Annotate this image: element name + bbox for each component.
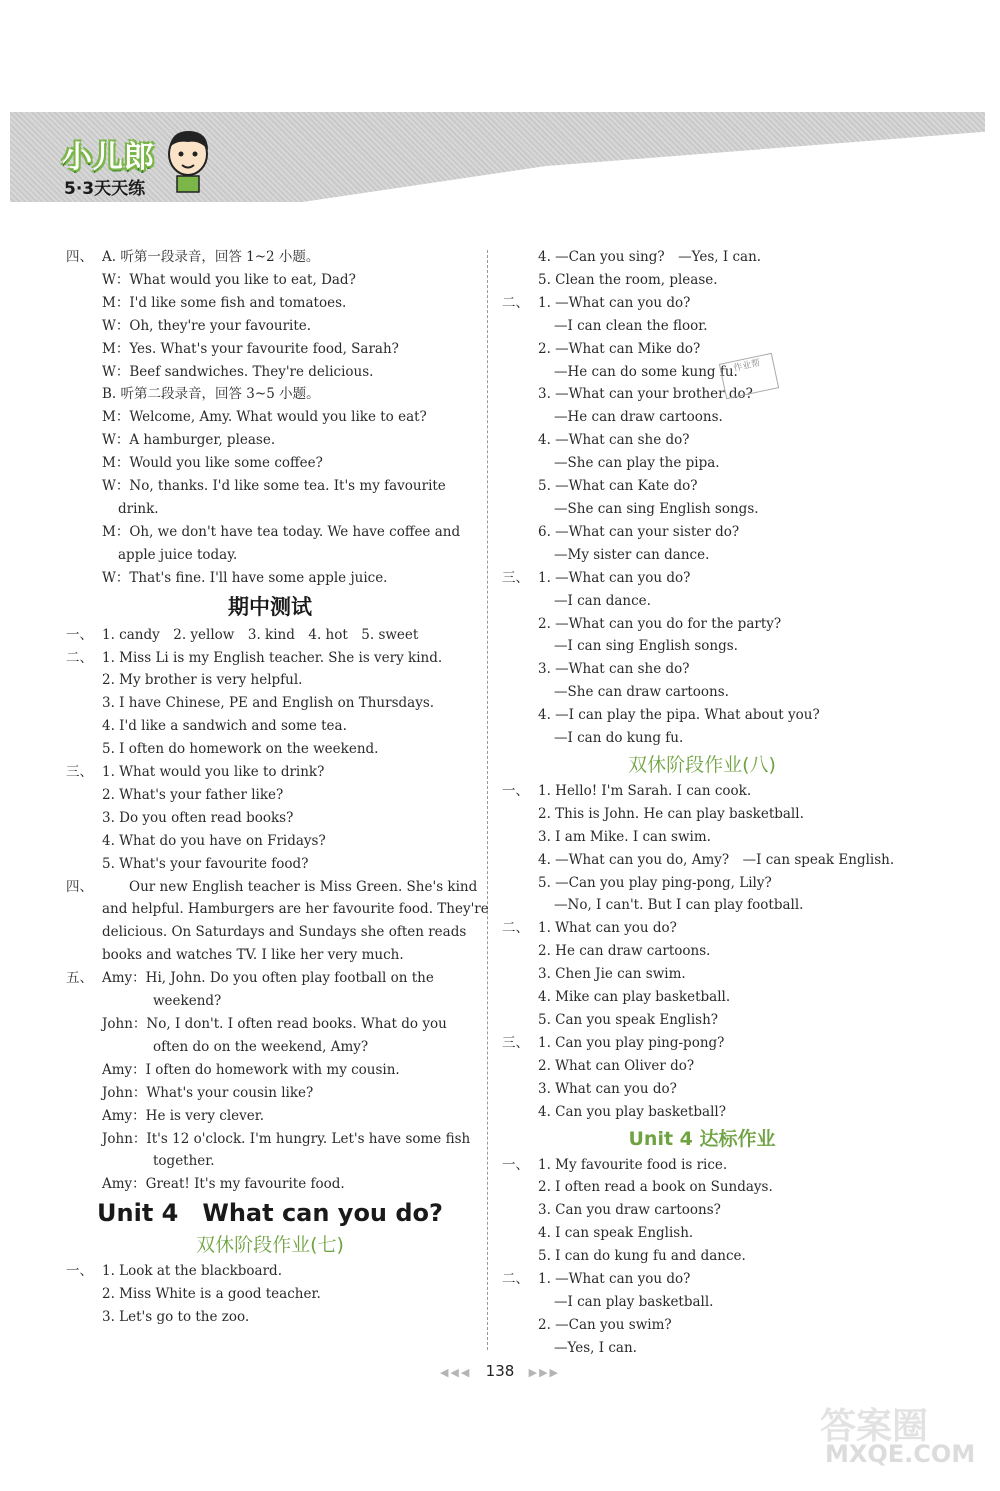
answer-line	[66, 692, 474, 715]
answer-text: 3. —What can she do?	[538, 661, 690, 678]
answer-line	[66, 338, 474, 361]
answer-text: Amy：He is very clever.	[102, 1107, 264, 1124]
answer-line	[502, 567, 902, 590]
answer-line	[502, 406, 902, 429]
answer-line	[502, 269, 902, 292]
answer-line	[502, 544, 902, 567]
answer-text: —No, I can't. But I can play football.	[554, 897, 804, 914]
answer-line	[502, 383, 902, 406]
section-number: 一、	[502, 782, 529, 799]
answer-line	[502, 429, 902, 452]
answer-text: —Yes, I can.	[554, 1339, 637, 1356]
answer-text: 3. Can you draw cartoons?	[538, 1202, 721, 1219]
answer-line	[502, 1101, 902, 1124]
answer-text: 4. I can speak English.	[538, 1225, 694, 1242]
answer-text: B. 听第二段录音，回答 3~5 小题。	[102, 386, 320, 403]
answer-text: 5. I can do kung fu and dance.	[538, 1248, 746, 1265]
answer-line	[66, 1082, 474, 1105]
answer-line	[502, 1032, 902, 1055]
answer-text: and helpful. Hamburgers are her favourite food. They're	[102, 901, 489, 918]
answer-line	[66, 715, 474, 738]
answer-text: 5. Can you speak English?	[538, 1012, 719, 1028]
page-footer	[0, 1362, 1000, 1380]
answer-text: 2. He can draw cartoons.	[538, 943, 711, 960]
answer-text: —I can clean the floor.	[554, 317, 708, 334]
answer-text: 2. I often read a book on Sundays.	[538, 1179, 773, 1196]
answer-text: Amy：I often do homework with my cousin.	[102, 1061, 400, 1078]
answer-line	[502, 1176, 902, 1199]
answer-line	[502, 917, 902, 940]
answer-line	[502, 963, 902, 986]
answer-line	[66, 429, 474, 452]
answer-text: 1. What would you like to drink?	[102, 764, 325, 781]
answer-text: apple juice today.	[118, 546, 238, 563]
answer-line	[502, 361, 902, 384]
answer-line	[66, 624, 474, 647]
answer-text: 3. I have Chinese, PE and English on Thursdays.	[102, 695, 435, 712]
answer-text: Amy：Great! It's my favourite food.	[102, 1176, 345, 1193]
answer-text: 4. —What can you do, Amy? —I can speak English.	[538, 851, 895, 868]
answer-text: —My sister can dance.	[554, 546, 710, 563]
section-number: 三、	[502, 1034, 529, 1051]
answer-line	[66, 1260, 474, 1283]
answer-text: 1. Can you play ping-pong?	[538, 1034, 725, 1051]
answer-text: 1. Miss Li is my English teacher. She is very kind.	[102, 649, 443, 666]
answer-text: 6. —What can your sister do?	[538, 523, 740, 540]
answer-line	[66, 292, 474, 315]
answer-text: W：Beef sandwiches. They're delicious.	[102, 363, 374, 380]
section-number: 一、	[66, 1263, 93, 1280]
answer-text: M：Welcome, Amy. What would you like to eat?	[102, 409, 427, 426]
answer-text: 2. What can Oliver do?	[538, 1057, 695, 1074]
answer-line	[66, 1306, 474, 1329]
answer-line	[502, 1245, 902, 1268]
answer-line	[66, 1036, 474, 1059]
answer-text: —She can sing English songs.	[554, 500, 759, 517]
section-number: 一、	[66, 626, 93, 643]
answer-line	[502, 1154, 902, 1177]
answer-text: 4. —I can play the pipa. What about you?	[538, 707, 820, 724]
section-heading: 期中测试	[228, 594, 312, 619]
answer-line	[66, 544, 474, 567]
answer-line	[502, 1199, 902, 1222]
watermark-logo: 答案圈	[820, 1406, 929, 1447]
section-number: 二、	[502, 920, 529, 937]
answer-line	[66, 898, 489, 921]
answer-text: 1. candy 2. yellow 3. kind 4. hot 5. sweet	[102, 626, 419, 643]
answer-text: 3. I am Mike. I can swim.	[538, 828, 711, 845]
answer-line	[66, 315, 474, 338]
answer-line	[66, 944, 474, 967]
answer-text: 1. My favourite food is rice.	[538, 1156, 728, 1173]
answer-line	[502, 1337, 902, 1360]
answer-text: 1. What can you do?	[538, 920, 677, 937]
answer-text: W：Oh, they're your favourite.	[102, 317, 312, 334]
answer-line	[66, 361, 474, 384]
answer-text: 3. Let's go to the zoo.	[102, 1309, 250, 1326]
answer-text: 5. —What can Kate do?	[538, 478, 698, 495]
answer-text: 2. This is John. He can play basketball.	[538, 805, 804, 822]
answer-line	[502, 292, 902, 315]
brand-logo: 小儿郎	[62, 140, 155, 175]
answer-line	[502, 849, 902, 872]
answer-text: 5. —Can you play ping-pong, Lily?	[538, 874, 772, 891]
answer-line	[66, 1128, 474, 1151]
section-number: 五、	[66, 970, 93, 987]
answer-line	[502, 452, 902, 475]
section-number: 一、	[502, 1156, 529, 1173]
answer-line	[502, 986, 902, 1009]
page-number: 138	[485, 1362, 515, 1380]
answer-text: 3. What can you do?	[538, 1080, 677, 1097]
answer-text: 1. —What can you do?	[538, 1271, 691, 1288]
answer-text: 3. —What can your brother do?	[538, 386, 753, 403]
answer-line	[66, 246, 474, 269]
answer-line	[502, 872, 902, 895]
answer-line	[66, 853, 474, 876]
section-number: 二、	[502, 294, 529, 311]
answer-line	[502, 658, 902, 681]
answer-line	[66, 967, 474, 990]
answer-text: —I can play basketball.	[554, 1293, 714, 1310]
stamp: 作业帮	[719, 353, 779, 399]
answer-line	[66, 1150, 474, 1173]
answer-line	[66, 452, 474, 475]
answer-text: —He can draw cartoons.	[554, 409, 723, 426]
answer-line	[502, 475, 902, 498]
answer-line	[502, 590, 902, 613]
answer-line	[502, 803, 902, 826]
answer-line	[66, 647, 474, 670]
answer-line	[502, 498, 902, 521]
answer-line	[502, 826, 902, 849]
answer-line	[66, 830, 474, 853]
answer-line	[502, 338, 902, 361]
answer-text: 2. What's your father like?	[102, 786, 284, 803]
answer-line	[502, 315, 902, 338]
answer-line	[502, 613, 902, 636]
answer-text: John：It's 12 o'clock. I'm hungry. Let's have some fish	[102, 1130, 471, 1147]
answer-line	[66, 921, 474, 944]
answer-text: 1. Hello! I'm Sarah. I can cook.	[538, 782, 752, 799]
answer-line	[502, 635, 902, 658]
answer-text: 1. —What can you do?	[538, 294, 691, 311]
answer-text: 2. —What can you do for the party?	[538, 615, 782, 632]
answer-line	[66, 475, 474, 498]
answer-line	[502, 704, 902, 727]
answer-text: —I can dance.	[554, 592, 651, 609]
answer-line	[66, 876, 478, 899]
section-heading: 双休阶段作业(七)	[196, 1234, 344, 1257]
answer-text: —I can sing English songs.	[554, 638, 738, 655]
answer-line	[502, 940, 902, 963]
answer-line	[502, 894, 902, 917]
answer-text: 2. —Can you swim?	[538, 1316, 672, 1333]
answer-text: W：What would you like to eat, Dad?	[102, 271, 356, 288]
answer-text: 4. What do you have on Fridays?	[102, 832, 326, 849]
answer-text: together.	[126, 1153, 215, 1170]
answer-line	[66, 990, 474, 1013]
answer-text: —She can play the pipa.	[554, 455, 720, 472]
answer-text: Amy：Hi, John. Do you often play football on the	[102, 970, 434, 987]
section-number: 三、	[66, 764, 93, 781]
answer-text: 5. Clean the room, please.	[538, 271, 718, 288]
answer-text: 5. I often do homework on the weekend.	[102, 741, 379, 758]
answer-line	[502, 1314, 902, 1337]
section-number: 二、	[502, 1271, 529, 1288]
answer-text: W：A hamburger, please.	[102, 432, 276, 449]
answer-line	[502, 727, 902, 750]
answer-text: W：No, thanks. I'd like some tea. It's my favourite	[102, 478, 446, 495]
answer-line	[502, 521, 902, 544]
next-arrows-icon: ▶▶▶	[528, 1366, 561, 1379]
watermark-url: MXQE.COM	[825, 1440, 976, 1468]
answer-text: 3. Chen Jie can swim.	[538, 966, 686, 983]
answer-text: M：Would you like some coffee?	[102, 455, 323, 472]
answer-line	[502, 1222, 902, 1245]
answer-text: drink.	[118, 500, 159, 517]
answer-line	[502, 1078, 902, 1101]
answer-text: John：No, I don't. I often read books. What do you	[102, 1016, 447, 1032]
answer-line	[66, 738, 474, 761]
answer-text: M：Oh, we don't have tea today. We have coffee and	[102, 523, 461, 540]
header-banner	[10, 112, 985, 202]
answer-line	[66, 521, 474, 544]
answer-text: weekend?	[126, 993, 222, 1010]
answer-text: Our new English teacher is Miss Green. She's kind	[102, 878, 478, 895]
section-heading: 双休阶段作业(八)	[628, 753, 776, 776]
answer-text: John：What's your cousin like?	[102, 1084, 314, 1101]
series-name: 5·3天天练	[64, 179, 146, 199]
answer-text: books and watches TV. I like her very much.	[102, 947, 404, 964]
prev-arrows-icon: ◀◀◀	[439, 1366, 472, 1379]
answer-line	[66, 1059, 474, 1082]
answer-line	[66, 269, 474, 292]
answer-line	[66, 406, 474, 429]
answer-line	[66, 383, 474, 406]
answer-line	[502, 1055, 902, 1078]
section-number: 二、	[66, 649, 93, 666]
answer-line	[66, 567, 474, 590]
answer-text: M：Yes. What's your favourite food, Sarah?	[102, 340, 399, 357]
answer-line	[66, 1013, 474, 1036]
answer-text: often do on the weekend, Amy?	[126, 1038, 369, 1055]
answer-line	[66, 1105, 474, 1128]
answer-line	[502, 1291, 902, 1314]
answer-text: 4. —Can you sing? —Yes, I can.	[538, 249, 762, 265]
answer-text: 2. My brother is very helpful.	[102, 672, 303, 689]
answer-line	[66, 1173, 474, 1196]
answer-line	[502, 1009, 902, 1032]
answer-text: —I can do kung fu.	[554, 730, 684, 747]
answer-text: 4. —What can she do?	[538, 432, 690, 449]
answer-text: 1. Look at the blackboard.	[102, 1263, 282, 1280]
answer-text: —She can draw cartoons.	[554, 684, 729, 701]
answer-line	[66, 807, 474, 830]
mascot-boy-icon	[162, 126, 214, 194]
answer-line	[66, 498, 474, 521]
answer-text: 4. I'd like a sandwich and some tea.	[102, 718, 347, 735]
answer-line	[502, 246, 902, 269]
answer-line	[502, 1268, 902, 1291]
left-column	[66, 246, 489, 1329]
answer-text: 2. Miss White is a good teacher.	[102, 1286, 321, 1303]
section-number: 三、	[502, 569, 529, 586]
answer-text: 2. —What can Mike do?	[538, 340, 701, 357]
answer-line	[66, 1283, 474, 1306]
section-heading: Unit 4 达标作业	[628, 1127, 776, 1150]
answer-text: 5. What's your favourite food?	[102, 855, 309, 872]
column-divider	[487, 250, 488, 1350]
answer-line	[502, 681, 902, 704]
section-number: 四、	[66, 249, 93, 265]
answer-text: —He can do some kung fu.	[554, 363, 738, 380]
answer-text: delicious. On Saturdays and Sundays she often reads	[102, 924, 467, 941]
answer-text: M：I'd like some fish and tomatoes.	[102, 294, 347, 311]
answer-text: A. 听第一段录音，回答 1~2 小题。	[102, 249, 320, 265]
section-number: 四、	[66, 878, 93, 895]
answer-line	[66, 761, 474, 784]
answer-text: 4. Can you play basketball?	[538, 1103, 726, 1120]
answer-text: 3. Do you often read books?	[102, 809, 294, 826]
answer-line	[502, 780, 902, 803]
section-heading: Unit 4 What can you do?	[97, 1199, 443, 1228]
answer-text: 4. Mike can play basketball.	[538, 989, 731, 1006]
answer-text: W：That's fine. I'll have some apple juice.	[102, 569, 388, 586]
answer-text: 1. —What can you do?	[538, 569, 691, 586]
answer-line	[66, 784, 474, 807]
answer-line	[66, 669, 474, 692]
right-column	[502, 246, 902, 1360]
